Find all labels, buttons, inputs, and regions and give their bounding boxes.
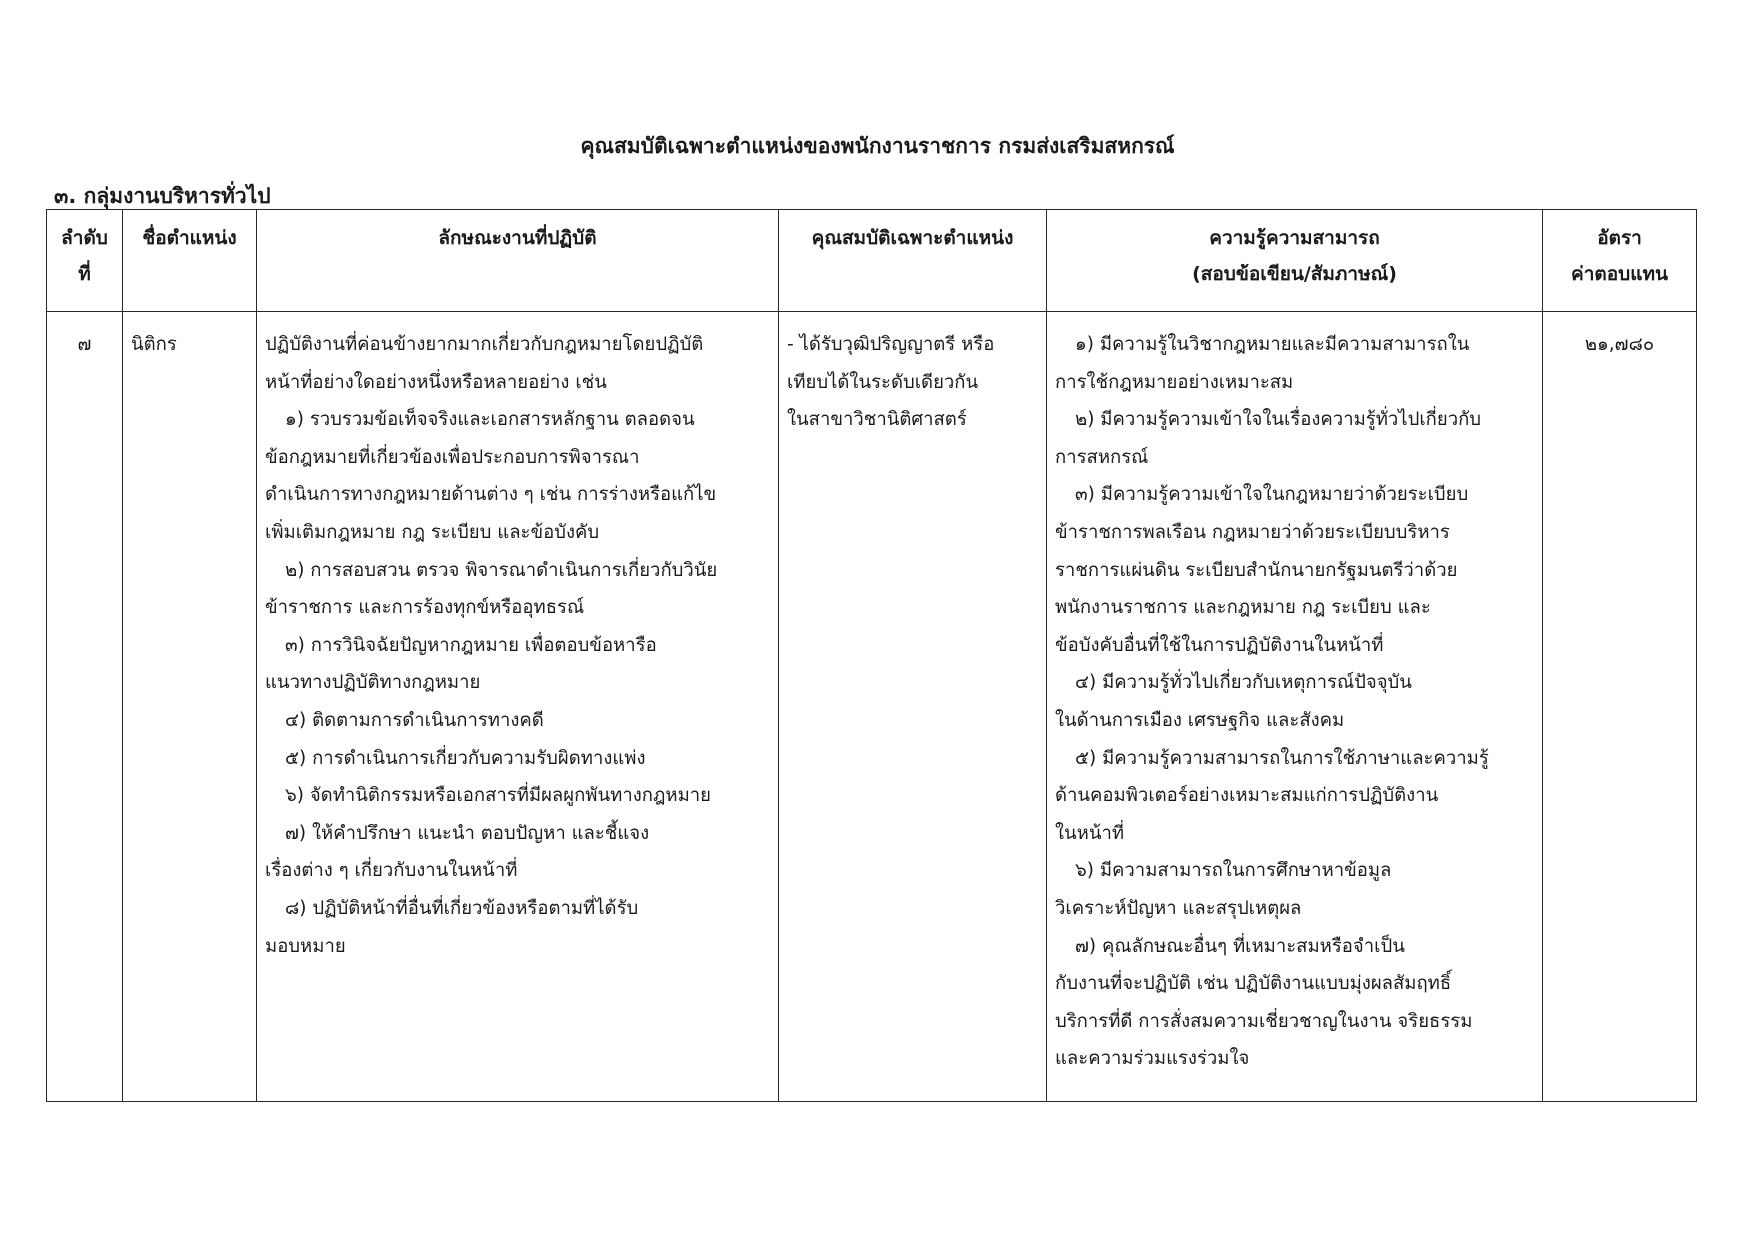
duty-line: ๓) การวินิจฉัยปัญหากฎหมาย เพื่อตอบข้อหารือ [285,634,657,656]
knowledge-line: วิเคราะห์ปัญหา และสรุปเหตุผล [1055,897,1302,919]
knowledge-line: ข้าราชการพลเรือน กฎหมายว่าด้วยระเบียบบริหาร [1055,521,1450,543]
header-duties [257,210,779,312]
knowledge-line: ด้านคอมพิวเตอร์อย่างเหมาะสมแก่การปฏิบัติงาน [1055,785,1439,807]
knowledge-line: ๓) มีความรู้ความเข้าใจในกฎหมายว่าด้วยระเบียบ [1075,484,1469,506]
cell-no: ๗ [47,312,123,1102]
cell-duties [257,312,779,1102]
duty-line: ปฏิบัติงานที่ค่อนข้างยากมากเกี่ยวกับกฎหมายโดยปฏิบัติ [265,334,704,355]
duty-line: ข้อกฎหมายที่เกี่ยวข้องเพื่อประกอบการพิจารณา [265,446,640,468]
header-qualifications-line: คุณสมบัติเฉพาะตำแหน่ง [811,227,1014,249]
duty-line: มอบหมาย [265,935,346,957]
knowledge-line: ๔) มีความรู้ทั่วไปเกี่ยวกับเหตุการณ์ปัจจุบัน [1075,672,1412,694]
knowledge-line: ๒) มีความรู้ความเข้าใจในเรื่องความรู้ทั่วไปเกี่ยวกับ [1075,409,1482,431]
duty-line: ๒) การสอบสวน ตรวจ พิจารณาดำเนินการเกี่ยวกับวินัย [285,559,718,581]
table-header-row [47,210,1697,312]
header-position [123,210,257,312]
table-row [47,312,1697,1102]
knowledge-line: ราชการแผ่นดิน ระเบียบสำนักนายกรัฐมนตรีว่าด้วย [1055,559,1458,581]
duty-line: ๕) การดำเนินการเกี่ยวกับความรับผิดทางแพ่ง [285,747,646,769]
cell-knowledge [1047,312,1543,1102]
header-rate [1543,210,1697,312]
header-rate-line: ค่าตอบแทน [1571,263,1668,285]
knowledge-line: ๗) คุณลักษณะอื่นๆ ที่เหมาะสมหรือจำเป็น [1075,935,1405,957]
duty-line: ๑) รวบรวมข้อเท็จจริงและเอกสารหลักฐาน ตลอดจน [285,409,695,431]
duty-line: เรื่องต่าง ๆ เกี่ยวกับงานในหน้าที่ [265,860,518,882]
header-position-line: ชื่อตำแหน่ง [142,227,237,249]
header-knowledge-line: ความรู้ความสามารถ [1209,227,1380,249]
duty-line: ๔) ติดตามการดำเนินการทางคดี [285,709,544,731]
knowledge-line: ข้อบังคับอื่นที่ใช้ในการปฏิบัติงานในหน้าที่ [1055,634,1384,656]
knowledge-line: การสหกรณ์ [1055,446,1149,468]
section-heading: ๓. กลุ่มงานบริหารทั่วไป [54,184,271,208]
duty-line: เพิ่มเติมกฎหมาย กฎ ระเบียบ และข้อบังคับ [265,521,600,543]
duty-line: ๖) จัดทำนิติกรรมหรือเอกสารที่มีผลผูกพันทางกฎหมาย [285,785,712,807]
qualification-line: - ได้รับวุฒิปริญญาตรี หรือ [787,334,995,355]
qualification-line: ในสาขาวิชานิติศาสตร์ [787,409,967,431]
header-knowledge [1047,210,1543,312]
header-no-line: ที่ [78,263,91,285]
knowledge-line: ๑) มีความรู้ในวิชากฎหมายและมีความสามารถใน [1075,334,1470,355]
header-duties-line: ลักษณะงานที่ปฏิบัติ [438,227,597,249]
knowledge-line: ในด้านการเมือง เศรษฐกิจ และสังคม [1055,709,1345,731]
knowledge-line: ในหน้าที่ [1055,822,1125,844]
header-qualifications [779,210,1047,312]
knowledge-line: บริการที่ดี การสั่งสมความเชี่ยวชาญในงาน จริยธรรม [1055,1010,1473,1032]
document-title: คุณสมบัติเฉพาะตำแหน่งของพนักงานราชการ กรมส่งเสริมสหกรณ์ [580,134,1175,158]
duty-line: ข้าราชการ และการร้องทุกข์หรืออุทธรณ์ [265,597,585,619]
duty-line: หน้าที่อย่างใดอย่างหนึ่งหรือหลายอย่าง เช่น [265,371,607,393]
duty-line: แนวทางปฏิบัติทางกฎหมาย [265,672,481,694]
qualification-table [46,209,1697,1102]
qualification-line: เทียบได้ในระดับเดียวกัน [787,371,979,393]
cell-rate: ๒๑,๗๘๐ [1543,312,1697,1102]
knowledge-line: พนักงานราชการ และกฎหมาย กฎ ระเบียบ และ [1055,597,1431,619]
header-no-line: ลำดับ [61,227,108,249]
duty-line: ดำเนินการทางกฎหมายด้านต่าง ๆ เช่น การร่างหรือแก้ไข [265,484,717,506]
header-no [47,210,123,312]
knowledge-line: ๖) มีความสามารถในการศึกษาหาข้อมูล [1075,860,1392,882]
knowledge-line: การใช้กฎหมายอย่างเหมาะสม [1055,371,1294,393]
duty-line: ๘) ปฏิบัติหน้าที่อื่นที่เกี่ยวข้องหรือตามที่ได้รับ [285,897,639,919]
cell-qualifications [779,312,1047,1102]
knowledge-line: กับงานที่จะปฏิบัติ เช่น ปฏิบัติงานแบบมุ่งผลสัมฤทธิ์ [1055,973,1452,995]
knowledge-line: ๕) มีความรู้ความสามารถในการใช้ภาษาและความรู้ [1075,747,1489,769]
cell-position: นิติกร [123,312,257,1102]
header-rate-line: อัตรา [1597,227,1642,249]
duty-line: ๗) ให้คำปรึกษา แนะนำ ตอบปัญหา และชี้แจง [285,822,650,844]
knowledge-line: และความร่วมแรงร่วมใจ [1055,1048,1250,1070]
header-knowledge-line: (สอบข้อเขียน/สัมภาษณ์) [1192,263,1397,285]
